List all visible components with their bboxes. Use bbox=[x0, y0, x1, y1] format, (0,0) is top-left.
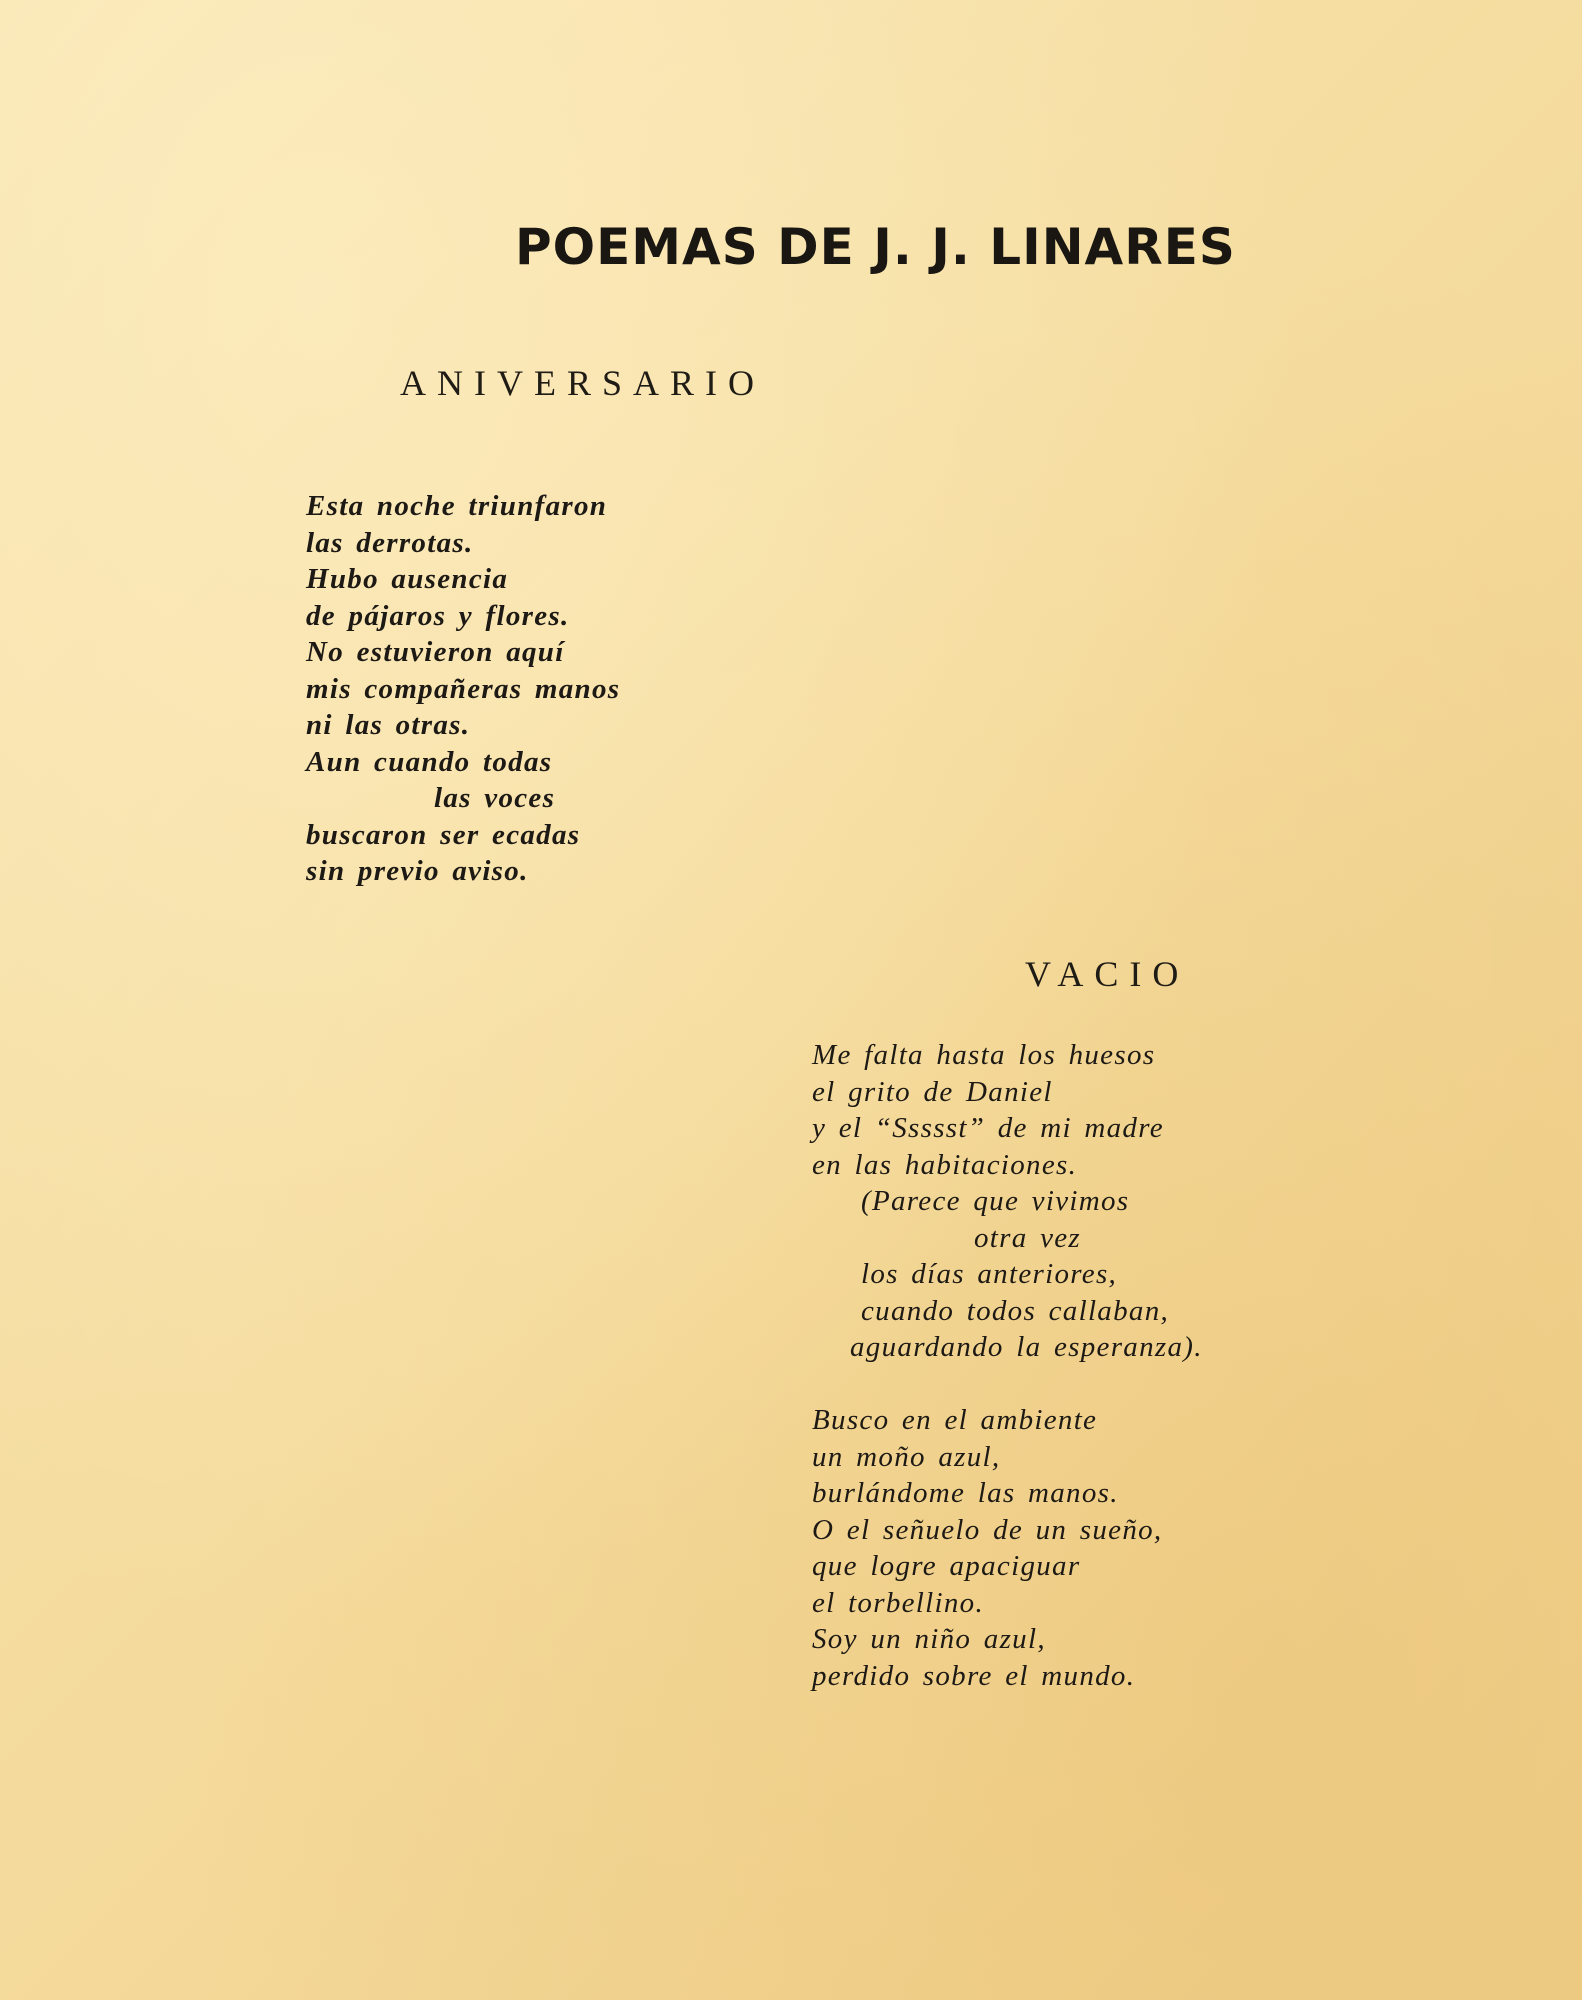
verse-line: ni las otras. bbox=[306, 709, 471, 741]
verse-line: (Parece que vivimos bbox=[861, 1185, 1130, 1217]
verse-line: buscaron ser ecadas bbox=[306, 818, 581, 851]
verse-line: Esta noche triunfaron bbox=[306, 490, 608, 522]
verse-line: un moño azul, bbox=[812, 1440, 1001, 1473]
page-title: POEMAS DE J. J. LINARES bbox=[515, 218, 1236, 276]
poem-vacio-stanza-2 bbox=[812, 1402, 1163, 1694]
verse-line: Hubo ausencia bbox=[306, 563, 509, 595]
verse-line: y el “Ssssst” de mi madre bbox=[812, 1112, 1164, 1144]
verse-line: burlándome las manos. bbox=[812, 1477, 1119, 1509]
poem-aniversario-stanza bbox=[306, 488, 620, 890]
verse-line: los días anteriores, bbox=[861, 1258, 1118, 1290]
verse-line: perdido sobre el mundo. bbox=[812, 1659, 1136, 1692]
verse-line: Soy un niño azul, bbox=[812, 1623, 1046, 1655]
verse-line: aguardando la esperanza). bbox=[850, 1331, 1203, 1363]
verse-line: las derrotas. bbox=[306, 526, 474, 559]
verse-line: en las habitaciones. bbox=[812, 1148, 1078, 1181]
verse-line: que logre apaciguar bbox=[812, 1550, 1081, 1582]
verse-line: las voces bbox=[434, 782, 556, 814]
verse-line: otra vez bbox=[974, 1221, 1082, 1254]
poem-title-aniversario: ANIVERSARIO bbox=[400, 363, 766, 403]
verse-line: el torbellino. bbox=[812, 1586, 985, 1619]
verse-line: O el señuelo de un sueño, bbox=[812, 1513, 1163, 1546]
verse-line: el grito de Daniel bbox=[812, 1075, 1053, 1108]
verse-line: Me falta hasta los huesos bbox=[812, 1039, 1156, 1071]
poem-title-vacio: VACIO bbox=[1025, 954, 1190, 994]
verse-line: No estuvieron aquí bbox=[306, 636, 565, 668]
verse-line: mis compañeras manos bbox=[306, 672, 621, 705]
verse-line: sin previo aviso. bbox=[306, 855, 529, 887]
verse-line: de pájaros y flores. bbox=[306, 599, 570, 632]
verse-line: Aun cuando todas bbox=[306, 745, 553, 778]
verse-line: Busco en el ambiente bbox=[812, 1404, 1098, 1436]
verse-line: cuando todos callaban, bbox=[861, 1294, 1170, 1327]
poem-vacio-stanza-1 bbox=[812, 1037, 1203, 1366]
